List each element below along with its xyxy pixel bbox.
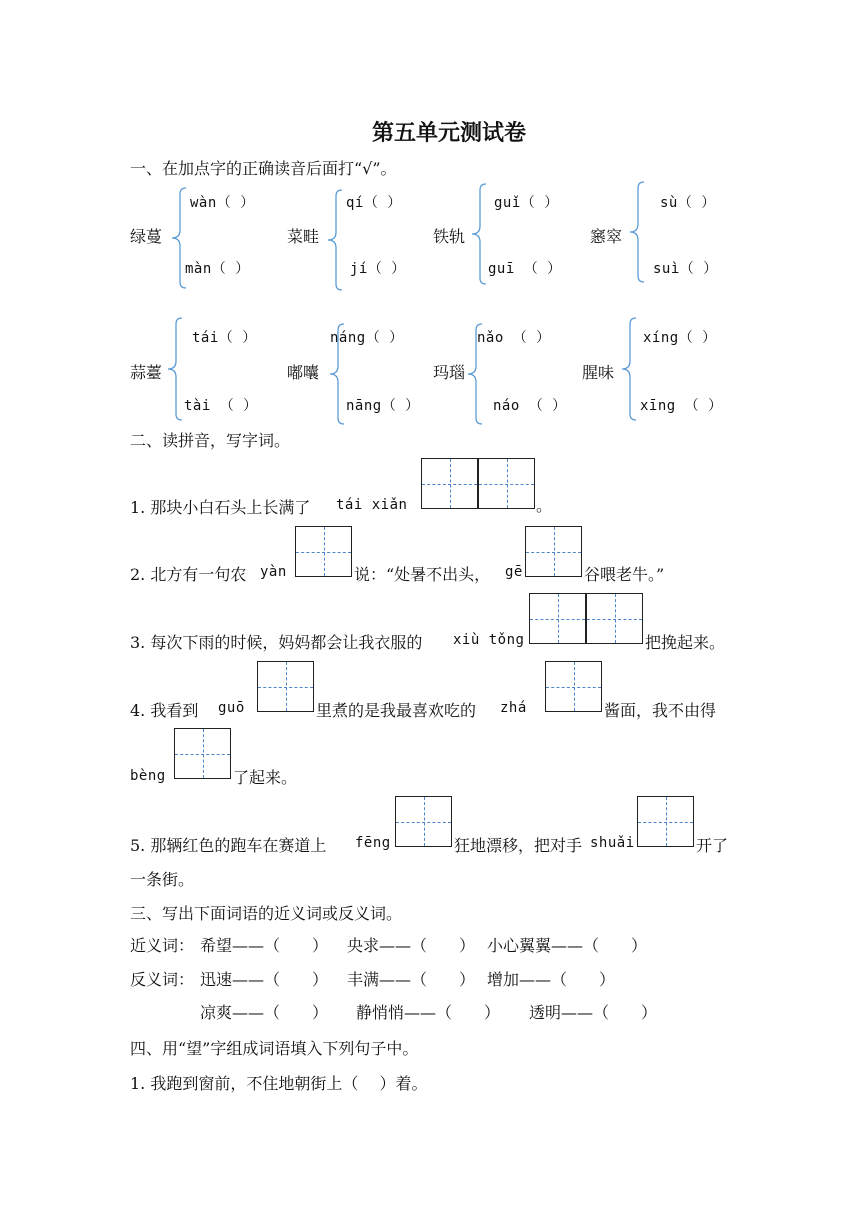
- antonym-item: 迅速——（ ）: [200, 970, 329, 989]
- section2-heading: 二、读拼音，写字词。: [130, 431, 291, 450]
- brace-icon: [326, 188, 344, 292]
- antonym-item: 静悄悄——（ ）: [356, 1003, 501, 1022]
- group-word: 绿蔓: [130, 227, 163, 246]
- question-2-end: 谷喂老牛。”: [584, 565, 665, 584]
- pinyin-option: tái（ ）: [192, 330, 257, 346]
- question-4-end-2: 了起来。: [233, 768, 298, 787]
- answer-box[interactable]: [395, 796, 452, 847]
- question-4-middle: 里煮的是我最喜欢吃的: [316, 701, 477, 720]
- answer-box[interactable]: [525, 526, 582, 577]
- page-title: 第五单元测试卷: [372, 120, 527, 146]
- antonym-item: 凉爽——（ ）: [200, 1003, 329, 1022]
- group-word: 窸窣: [590, 227, 623, 246]
- pinyin-option: guǐ（ ）: [494, 195, 559, 211]
- antonym-label: 反义词：: [130, 970, 195, 989]
- group-word: 铁轨: [433, 227, 466, 246]
- question-3-text: 3. 每次下雨的时候，妈妈都会让我衣服的: [130, 633, 423, 652]
- question-3-pinyin: xiù tǒng: [453, 632, 525, 648]
- group-word: 嘟囔: [287, 363, 320, 382]
- question-2-pinyin: yàn: [260, 564, 287, 580]
- brace-icon: [628, 180, 646, 284]
- question-1-text: 1. 那块小白石头上长满了: [130, 498, 311, 517]
- pinyin-option: jí（ ）: [350, 261, 406, 277]
- pinyin-option: màn（ ）: [185, 261, 250, 277]
- question-2-middle: 说：“处暑不出头，: [354, 565, 491, 584]
- question-2-text: 2. 北方有一句农: [130, 565, 247, 584]
- pinyin-option: náo （ ）: [493, 398, 567, 414]
- synonym-label: 近义词：: [130, 936, 195, 955]
- brace-icon: [470, 182, 488, 286]
- brace-icon: [620, 316, 638, 422]
- question-5-end: 开了: [696, 836, 729, 855]
- antonym-item: 透明——（ ）: [529, 1003, 658, 1022]
- question-5-text: 5. 那辆红色的跑车在赛道上: [130, 836, 327, 855]
- question-5-pinyin: fēng: [355, 835, 391, 851]
- answer-box[interactable]: [637, 796, 694, 847]
- question-4-pinyin: bèng: [130, 768, 166, 784]
- answer-box[interactable]: [295, 526, 352, 577]
- antonym-item: 增加——（ ）: [487, 970, 616, 989]
- group-word: 玛瑙: [433, 363, 466, 382]
- brace-icon: [166, 316, 184, 422]
- pinyin-option: sù（ ）: [660, 195, 716, 211]
- answer-box[interactable]: [257, 661, 314, 712]
- pinyin-option: nǎo （ ）: [477, 330, 551, 346]
- pinyin-option: náng（ ）: [330, 330, 404, 346]
- question-3-end: 把挽起来。: [645, 633, 726, 652]
- group-word: 蒜薹: [130, 363, 163, 382]
- question-1-end: 。: [536, 496, 553, 515]
- antonym-item: 丰满——（ ）: [347, 970, 476, 989]
- answer-box[interactable]: [586, 593, 643, 644]
- question-4-pinyin: zhá: [500, 700, 527, 716]
- group-word: 菜畦: [287, 227, 320, 246]
- pinyin-option: suì（ ）: [653, 261, 718, 277]
- question-4-end: 酱面，我不由得: [604, 701, 717, 720]
- group-word: 腥味: [582, 363, 615, 382]
- pinyin-option: xīng （ ）: [640, 398, 723, 414]
- pinyin-option: qí（ ）: [346, 195, 402, 211]
- section4-heading: 四、用“望”字组成词语填入下列句子中。: [130, 1039, 419, 1058]
- section3-heading: 三、写出下面词语的近义词或反义词。: [130, 904, 403, 923]
- question-5-pinyin: shuǎi: [590, 835, 635, 851]
- answer-box[interactable]: [478, 458, 535, 509]
- section1-heading: 一、在加点字的正确读音后面打“√”。: [130, 159, 397, 178]
- question-5-middle: 狂地漂移，把对手: [454, 836, 583, 855]
- question-2-pinyin: gē: [505, 564, 523, 580]
- answer-box[interactable]: [545, 661, 602, 712]
- synonym-item: 希望——（ ）: [200, 936, 329, 955]
- answer-box[interactable]: [529, 593, 586, 644]
- pinyin-option: tài （ ）: [184, 398, 258, 414]
- pinyin-option: nāng（ ）: [346, 398, 420, 414]
- pinyin-option: wàn（ ）: [190, 195, 255, 211]
- pinyin-option: guī （ ）: [488, 261, 562, 277]
- answer-box[interactable]: [421, 458, 478, 509]
- question-1-pinyin: tái xiǎn: [336, 497, 408, 513]
- question-5-continuation: 一条街。: [130, 870, 195, 889]
- question-4-pinyin: guō: [218, 700, 245, 716]
- section4-question-1: 1. 我跑到窗前，不住地朝街上（ ）着。: [130, 1074, 428, 1093]
- synonym-item: 央求——（ ）: [347, 936, 476, 955]
- pinyin-option: xíng（ ）: [643, 330, 717, 346]
- question-4-text: 4. 我看到: [130, 701, 199, 720]
- synonym-item: 小心翼翼——（ ）: [487, 936, 648, 955]
- answer-box[interactable]: [174, 728, 231, 779]
